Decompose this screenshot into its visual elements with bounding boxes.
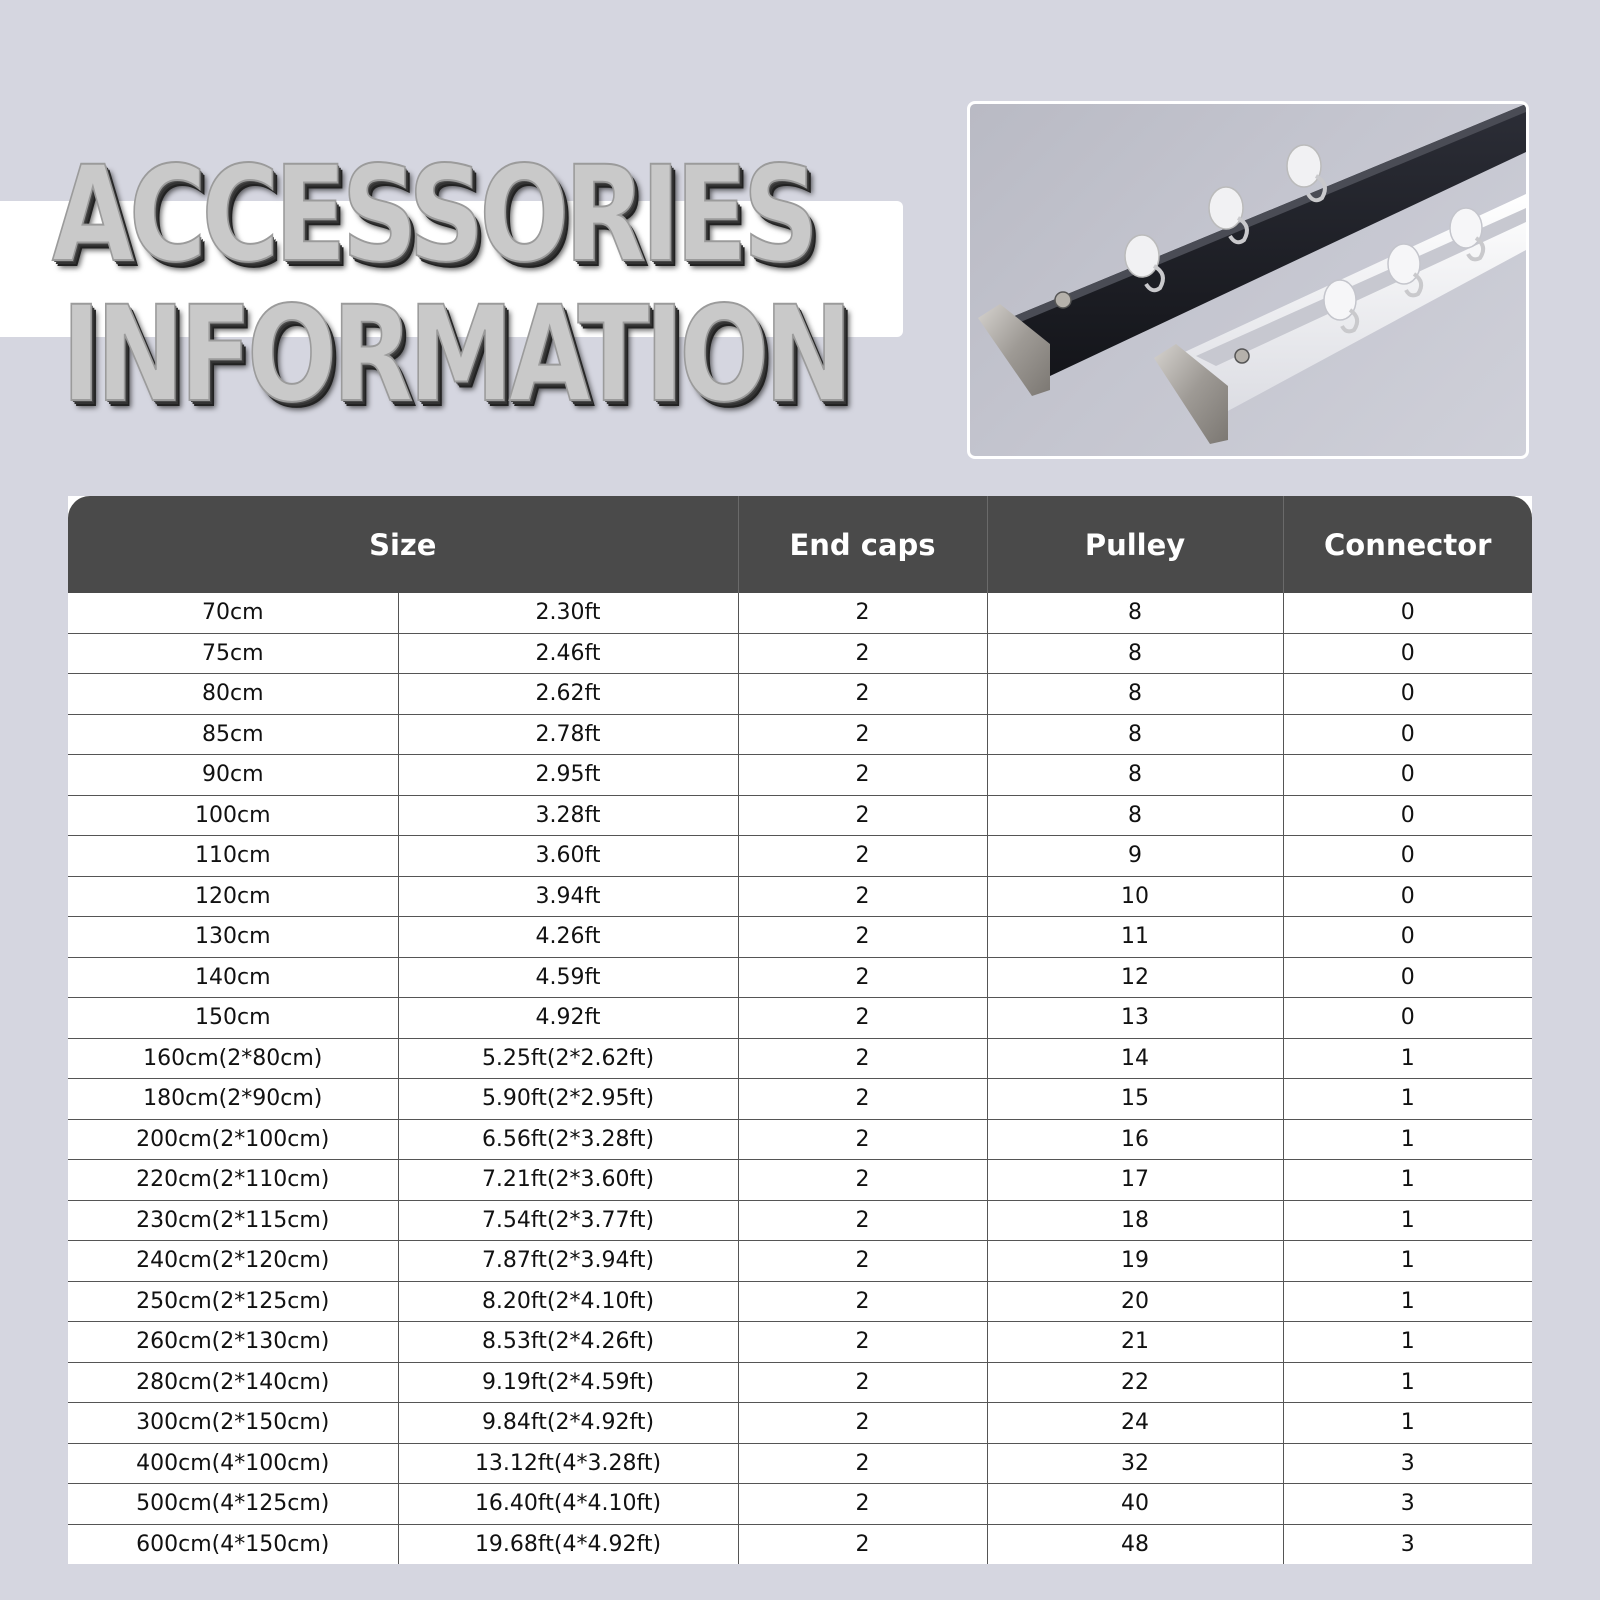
cell-size-cm: 130cm bbox=[68, 917, 398, 958]
cell-end-caps: 2 bbox=[738, 1322, 987, 1363]
table-row bbox=[68, 795, 1532, 836]
table-row bbox=[68, 1443, 1532, 1484]
curtain-track-illustration bbox=[970, 104, 1526, 456]
cell-size-cm: 300cm(2*150cm) bbox=[68, 1403, 398, 1444]
cell-size-cm: 230cm(2*115cm) bbox=[68, 1200, 398, 1241]
cell-size-ft: 3.28ft bbox=[398, 795, 738, 836]
cell-connector: 0 bbox=[1283, 836, 1532, 877]
cell-size-cm: 110cm bbox=[68, 836, 398, 877]
cell-end-caps: 2 bbox=[738, 593, 987, 633]
table-row bbox=[68, 836, 1532, 877]
cell-size-cm: 250cm(2*125cm) bbox=[68, 1281, 398, 1322]
cell-connector: 1 bbox=[1283, 1119, 1532, 1160]
table-row bbox=[68, 1241, 1532, 1282]
cell-pulley: 8 bbox=[987, 593, 1283, 633]
cell-pulley: 19 bbox=[987, 1241, 1283, 1282]
cell-size-ft: 3.94ft bbox=[398, 876, 738, 917]
cell-end-caps: 2 bbox=[738, 1200, 987, 1241]
cell-pulley: 12 bbox=[987, 957, 1283, 998]
table-row bbox=[68, 1281, 1532, 1322]
cell-connector: 0 bbox=[1283, 876, 1532, 917]
cell-connector: 0 bbox=[1283, 957, 1532, 998]
cell-size-ft: 13.12ft(4*3.28ft) bbox=[398, 1443, 738, 1484]
table-row bbox=[68, 1079, 1532, 1120]
cell-size-cm: 120cm bbox=[68, 876, 398, 917]
table-row bbox=[68, 1403, 1532, 1444]
table-row bbox=[68, 1362, 1532, 1403]
cell-connector: 0 bbox=[1283, 714, 1532, 755]
cell-pulley: 17 bbox=[987, 1160, 1283, 1201]
cell-connector: 3 bbox=[1283, 1443, 1532, 1484]
cell-size-cm: 75cm bbox=[68, 633, 398, 674]
cell-size-cm: 160cm(2*80cm) bbox=[68, 1038, 398, 1079]
cell-size-ft: 9.19ft(2*4.59ft) bbox=[398, 1362, 738, 1403]
cell-size-cm: 70cm bbox=[68, 593, 398, 633]
cell-size-cm: 180cm(2*90cm) bbox=[68, 1079, 398, 1120]
cell-end-caps: 2 bbox=[738, 917, 987, 958]
cell-end-caps: 2 bbox=[738, 674, 987, 715]
table-row bbox=[68, 755, 1532, 796]
cell-end-caps: 2 bbox=[738, 836, 987, 877]
cell-size-ft: 5.25ft(2*2.62ft) bbox=[398, 1038, 738, 1079]
cell-pulley: 8 bbox=[987, 755, 1283, 796]
cell-end-caps: 2 bbox=[738, 998, 987, 1039]
table-row bbox=[68, 1038, 1532, 1079]
cell-end-caps: 2 bbox=[738, 1160, 987, 1201]
cell-end-caps: 2 bbox=[738, 957, 987, 998]
table-header bbox=[68, 496, 1532, 593]
cell-size-ft: 2.30ft bbox=[398, 593, 738, 633]
table-row bbox=[68, 1484, 1532, 1525]
cell-connector: 3 bbox=[1283, 1484, 1532, 1525]
cell-size-cm: 200cm(2*100cm) bbox=[68, 1119, 398, 1160]
cell-end-caps: 2 bbox=[738, 1362, 987, 1403]
cell-pulley: 22 bbox=[987, 1362, 1283, 1403]
cell-end-caps: 2 bbox=[738, 1443, 987, 1484]
cell-size-cm: 600cm(4*150cm) bbox=[136, 1531, 330, 1557]
product-photo bbox=[967, 101, 1529, 459]
cell-size-cm: 500cm(4*125cm) bbox=[68, 1484, 398, 1525]
cell-connector: 1 bbox=[1283, 1200, 1532, 1241]
cell-end-caps: 2 bbox=[738, 795, 987, 836]
cell-size-ft: 19.68ft(4*4.92ft) bbox=[398, 1524, 738, 1564]
cell-size-ft: 2.62ft bbox=[398, 674, 738, 715]
cell-size-cm: 80cm bbox=[68, 674, 398, 715]
cell-size-ft: 16.40ft(4*4.10ft) bbox=[398, 1484, 738, 1525]
table-row bbox=[68, 633, 1532, 674]
cell-connector: 0 bbox=[1283, 633, 1532, 674]
cell-end-caps: 2 bbox=[738, 1038, 987, 1079]
cell-end-caps: 2 bbox=[738, 876, 987, 917]
cell-pulley: 9 bbox=[987, 836, 1283, 877]
cell-pulley: 13 bbox=[987, 998, 1283, 1039]
header-row bbox=[68, 496, 1532, 593]
table-row bbox=[68, 917, 1532, 958]
table-row bbox=[68, 876, 1532, 917]
table-row bbox=[68, 1200, 1532, 1241]
table-row bbox=[68, 714, 1532, 755]
header-size: Size bbox=[68, 496, 738, 593]
cell-connector: 1 bbox=[1283, 1281, 1532, 1322]
cell-pulley: 8 bbox=[987, 633, 1283, 674]
cell-connector: 1 bbox=[1283, 1038, 1532, 1079]
accessories-table-wrap bbox=[68, 496, 1532, 1564]
header-pulley: Pulley bbox=[987, 496, 1283, 593]
cell-size-cm: 150cm bbox=[68, 998, 398, 1039]
cell-connector: 0 bbox=[1283, 755, 1532, 796]
cell-size-cm: 280cm(2*140cm) bbox=[68, 1362, 398, 1403]
cell-pulley: 10 bbox=[987, 876, 1283, 917]
cell-size-ft: 2.95ft bbox=[398, 755, 738, 796]
cell-connector: 0 bbox=[1283, 917, 1532, 958]
cell-pulley: 24 bbox=[987, 1403, 1283, 1444]
cell-size-ft: 3.60ft bbox=[398, 836, 738, 877]
cell-pulley: 18 bbox=[987, 1200, 1283, 1241]
cell-size-cm: 220cm(2*110cm) bbox=[68, 1160, 398, 1201]
cell-size-cm: 85cm bbox=[68, 714, 398, 755]
cell-end-caps: 2 bbox=[738, 1241, 987, 1282]
table-row bbox=[68, 998, 1532, 1039]
cell-size-ft: 4.92ft bbox=[398, 998, 738, 1039]
cell-pulley: 21 bbox=[987, 1322, 1283, 1363]
cell-end-caps: 2 bbox=[738, 1524, 987, 1564]
cell-pulley: 48 bbox=[987, 1524, 1283, 1564]
cell-size-ft: 9.84ft(2*4.92ft) bbox=[398, 1403, 738, 1444]
cell-pulley: 16 bbox=[987, 1119, 1283, 1160]
cell-size-ft: 7.54ft(2*3.77ft) bbox=[398, 1200, 738, 1241]
table-body bbox=[68, 593, 1532, 1564]
cell-connector: 1 bbox=[1283, 1403, 1532, 1444]
table-row bbox=[68, 1160, 1532, 1201]
cell-connector: 0 bbox=[1283, 674, 1532, 715]
cell-connector: 1 bbox=[1283, 1079, 1532, 1120]
cell-pulley: 20 bbox=[987, 1281, 1283, 1322]
cell-pulley: 40 bbox=[987, 1484, 1283, 1525]
cell-size-ft: 7.87ft(2*3.94ft) bbox=[398, 1241, 738, 1282]
cell-size-cm: 260cm(2*130cm) bbox=[68, 1322, 398, 1363]
cell-pulley: 15 bbox=[987, 1079, 1283, 1120]
table-row bbox=[68, 1119, 1532, 1160]
cell-size-cm: 400cm(4*100cm) bbox=[68, 1443, 398, 1484]
table-row bbox=[68, 1322, 1532, 1363]
cell-size-ft: 2.46ft bbox=[398, 633, 738, 674]
cell-connector: 3 bbox=[1283, 1524, 1532, 1564]
accessories-table bbox=[68, 496, 1532, 1564]
header-end-caps: End caps bbox=[738, 496, 987, 593]
cell-size-cm: 100cm bbox=[68, 795, 398, 836]
cell-end-caps: 2 bbox=[738, 1403, 987, 1444]
cell-pulley: 8 bbox=[987, 795, 1283, 836]
cell-size-ft: 8.53ft(2*4.26ft) bbox=[398, 1322, 738, 1363]
cell-size-ft: 4.26ft bbox=[398, 917, 738, 958]
cell-size-ft: 8.20ft(2*4.10ft) bbox=[398, 1281, 738, 1322]
table-row bbox=[68, 1524, 1532, 1564]
cell-size-ft: 7.21ft(2*3.60ft) bbox=[398, 1160, 738, 1201]
cell-size-ft: 2.78ft bbox=[398, 714, 738, 755]
cell-size-ft: 6.56ft(2*3.28ft) bbox=[398, 1119, 738, 1160]
page-headline bbox=[52, 138, 848, 432]
header-connector: Connector bbox=[1283, 496, 1532, 593]
cell-end-caps: 2 bbox=[738, 1079, 987, 1120]
cell-connector: 1 bbox=[1283, 1322, 1532, 1363]
cell-pulley: 11 bbox=[987, 917, 1283, 958]
cell-connector: 0 bbox=[1283, 998, 1532, 1039]
cell-connector: 1 bbox=[1283, 1362, 1532, 1403]
cell-connector: 1 bbox=[1283, 1160, 1532, 1201]
cell-connector: 1 bbox=[1283, 1241, 1532, 1282]
cell-size-ft: 5.90ft(2*2.95ft) bbox=[398, 1079, 738, 1120]
cell-pulley: 8 bbox=[987, 714, 1283, 755]
cell-end-caps: 2 bbox=[738, 633, 987, 674]
cell-end-caps: 2 bbox=[738, 1484, 987, 1525]
table-row bbox=[68, 957, 1532, 998]
cell-size-cm: 240cm(2*120cm) bbox=[68, 1241, 398, 1282]
cell-size-cm: 140cm bbox=[68, 957, 398, 998]
cell-size-cm: 90cm bbox=[68, 755, 398, 796]
table-row bbox=[68, 593, 1532, 633]
cell-end-caps: 2 bbox=[738, 1281, 987, 1322]
cell-pulley: 32 bbox=[987, 1443, 1283, 1484]
cell-end-caps: 2 bbox=[738, 714, 987, 755]
cell-connector: 0 bbox=[1283, 593, 1532, 633]
table-row bbox=[68, 674, 1532, 715]
cell-end-caps: 2 bbox=[738, 1119, 987, 1160]
cell-end-caps: 2 bbox=[738, 755, 987, 796]
cell-pulley: 8 bbox=[987, 674, 1283, 715]
cell-pulley: 14 bbox=[987, 1038, 1283, 1079]
headline-line-1: ACCESSORIES bbox=[52, 138, 814, 292]
headline-line-2: INFORMATION bbox=[61, 278, 848, 432]
cell-connector: 0 bbox=[1283, 795, 1532, 836]
cell-size-ft: 4.59ft bbox=[398, 957, 738, 998]
